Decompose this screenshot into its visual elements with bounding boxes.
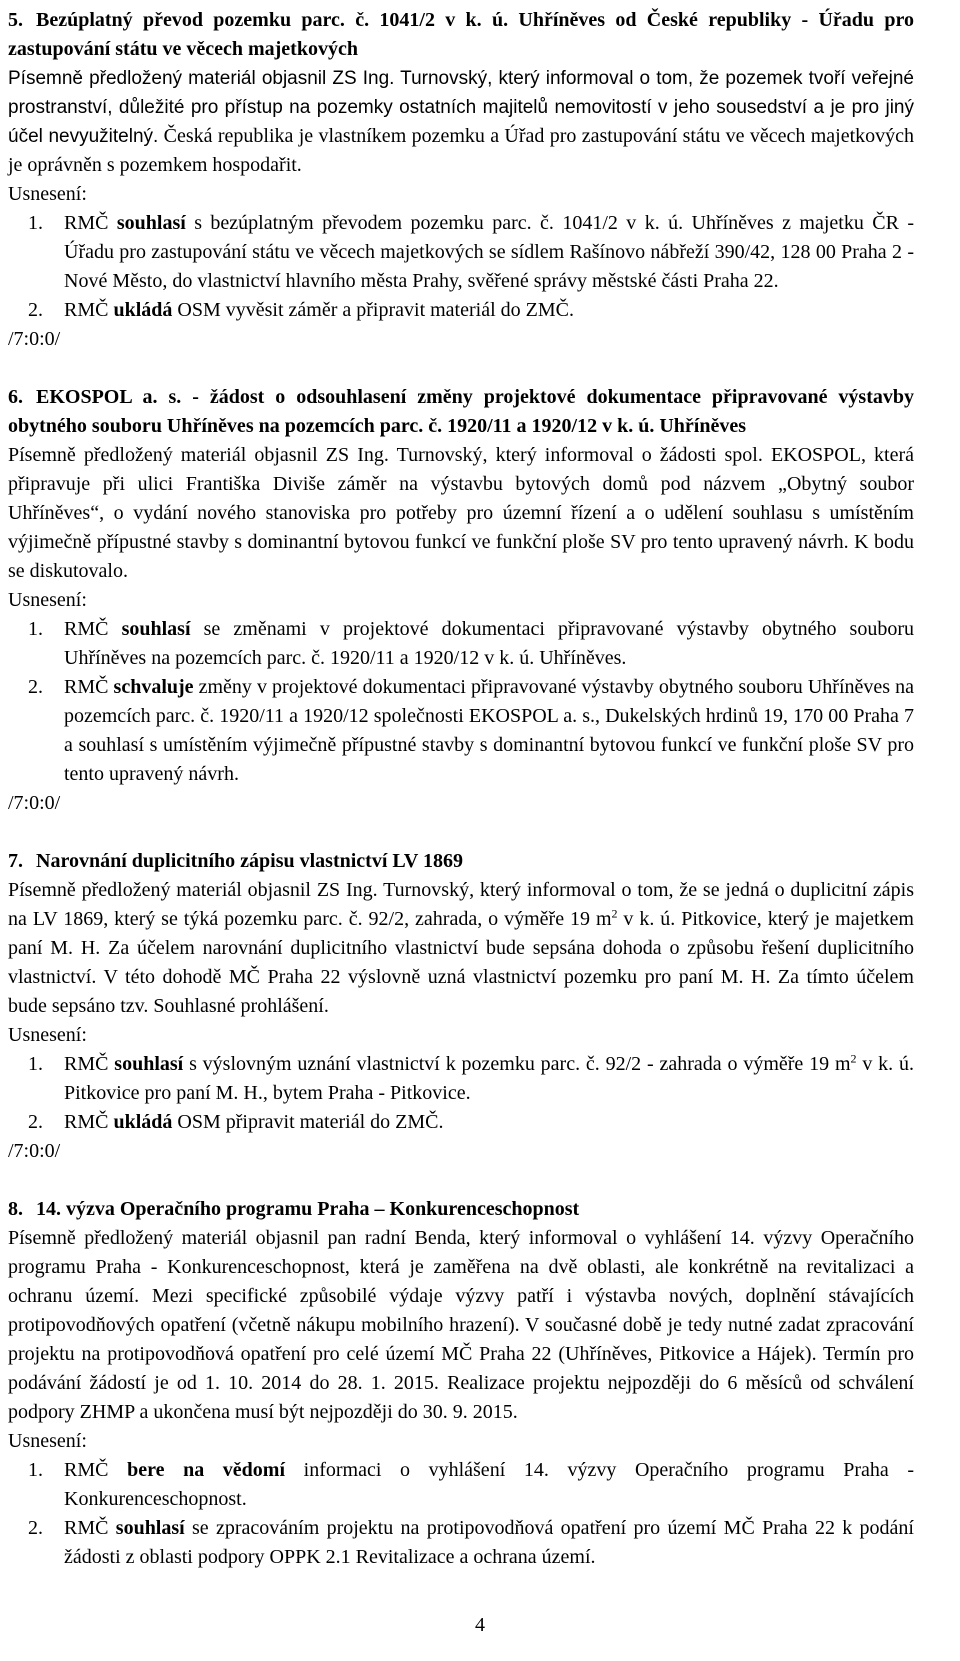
section-7-resolution-label: Usnesení: — [8, 1024, 87, 1046]
section-6-body: Písemně předložený materiál objasnil ZS Ing. Turnovský, který informoval o žádosti spol. EKOSPOL, která připravuje při ulici Františka Diviše záměr na výstavbu bytových domů pod názvem „Obytný soubor Uhříněves“, o vydání nového stanoviska pro potřeby pro územní řízení a o udělení souhlasu s umístěním výjimečně přípustné stavby s dominantní bytovou funkcí ve funkční ploše SV pro tento upravený návrh. K bodu se diskutovalo. — [8, 444, 914, 582]
section-5-title: Bezúplatný převod pozemku parc. č. 1041/2 v k. ú. Uhříněves od České republiky - Úřadu pro zastupování státu ve věcech majetkových — [8, 9, 914, 60]
list-item: 1. RMČ souhlasí s výslovným uznání vlastnictví k pozemku parc. č. 92/2 - zahrada o výměře 19 $m^2$ v k. ú. Pitkovice pro paní M. H., bytem Praha - Pitkovice. — [28, 1051, 915, 1104]
section-7-resolution-list — [8, 1050, 914, 1137]
section-5-heading: 5. Bezúplatný převod pozemku parc. č. 1041/2 v k. ú. Uhříněves od České republiky - Úřadu pro zastupování státu ve věcech majetkových — [8, 9, 914, 60]
section-7-title: Narovnání duplicitního zápisu vlastnictví LV 1869 — [36, 850, 463, 872]
section-8-body: Písemně předložený materiál objasnil pan radní Benda, který informoval o vyhlášení 14. výzvy Operačního programu Praha - Konkurenceschopnost, která je zaměřena na dvě oblasti, ale konkrétně na revitalizaci a ochranu území. Mezi specifické způsobilé výdaje výzvy patří i výstavba nových, doplnění stávajících protipovodňových opatření (včetně nákupu mobilního hrazení). V současné době je tedy nutné zadat zpracování projektu na protipovodňová opatření pro celé území MČ Praha 22 (Uhříněves, Pitkovice a Hájek). Termín pro podávání žádostí je od 1. 10. 2014 do 28. 1. 2015. Realizace projektu nejpozději do 6 měsíců od schválení podpory ZHMP a ukončena musí být nejpozději do 30. 9. 2015. — [8, 1227, 914, 1423]
section-5-body: Písemně předložený materiál objasnil ZS Ing. Turnovský, který informoval o tom, že pozemek tvoří veřejné prostranství, důležité pro přístup na pozemky ostatních majitelů nemovitostí v jeho sousedství a je pro jiný účel nevyužitelný. Česká republika je vlastníkem pozemku a Úřad pro zastupování státu ve věcech majetkových je oprávněn s pozemkem hospodařit. — [8, 68, 915, 176]
section-7-heading: 7. Narovnání duplicitního zápisu vlastnictví LV 1869 — [8, 850, 463, 872]
section-7-body: Písemně předložený materiál objasnil ZS Ing. Turnovský, který informoval o tom, že se jedná o duplicitní zápis na LV 1869, který se týká pozemku parc. č. 92/2, zahrada, o výměře 19 $m^2$ v k. ú. Pitkovice, který je majetkem paní M. H. Za účelem narovnání duplicitního vlastnictví bude sepsána dohoda o způsobu řešení duplicitního vlastnictví. V této dohodě MČ Praha 22 výslovně uzná vlastnictví pozemku pro paní M. H. Za tímto účelem bude sepsáno tzv. Souhlasné prohlášení. — [8, 879, 914, 1017]
section-8-title: 14. výzva Operačního programu Praha – Konkurenceschopnost — [36, 1198, 580, 1220]
list-item: 2. RMČ ukládá OSM připravit materiál do ZMČ. — [28, 1111, 444, 1133]
section-6-vote: /7:0:0/ — [8, 792, 61, 814]
list-item: 2. RMČ souhlasí se zpracováním projektu na protipovodňová opatření pro území MČ Praha 22 k podání žádosti z oblasti podpory OPPK 2.1 Revitalizace a ochrana území. — [28, 1517, 914, 1568]
section-5-resolution-list — [8, 209, 914, 325]
section-6-resolution-label: Usnesení: — [8, 589, 87, 611]
section-5-resolution-label: Usnesení: — [8, 183, 87, 205]
list-item: 1. RMČ souhlasí se změnami v projektové dokumentaci připravované výstavby obytného souboru Uhříněves na pozemcích parc. č. 1920/11 a 1920/12 v k. ú. Uhříněves. — [28, 618, 915, 669]
page-number: 4 — [475, 1614, 485, 1636]
section-5-vote: /7:0:0/ — [8, 328, 61, 350]
section-8-resolution-list — [8, 1456, 914, 1572]
section-6-title: EKOSPOL a. s. - žádost o odsouhlasení změny projektové dokumentace připravované výstavby obytného souboru Uhříněves na pozemcích parc. č. 1920/11 a 1920/12 v k. ú. Uhříněves — [8, 386, 914, 437]
list-item: 2. RMČ ukládá OSM vyvěsit záměr a připravit materiál do ZMČ. — [28, 299, 574, 321]
list-item: 2. RMČ schvaluje změny v projektové dokumentaci připravované výstavby obytného souboru Uhříněves na pozemcích parc. č. 1920/11 a 1920/12 společnosti EKOSPOL a. s., Dukelských hrdinů 19, 170 00 Praha 7 a souhlasí s umístěním výjimečně přípustné stavby s dominantní bytovou funkcí ve funkční ploše SV pro tento upravený návrh. — [28, 676, 914, 785]
section-6-resolution-list — [8, 615, 914, 789]
section-8-heading: 8. 14. výzva Operačního programu Praha – Konkurenceschopnost — [8, 1198, 580, 1220]
list-item: 1. RMČ souhlasí s bezúplatným převodem pozemku parc. č. 1041/2 v k. ú. Uhříněves z majetku ČR - Úřadu pro zastupování státu ve věcech majetkových se sídlem Rašínovo nábřeží 390/42, 128 00 Praha 2 - Nové Město, do vlastnictví hlavního města Prahy, svěřené správy městské části Praha 22. — [28, 212, 914, 292]
section-8-resolution-label: Usnesení: — [8, 1430, 87, 1452]
section-6-heading: 6. EKOSPOL a. s. - žádost o odsouhlasení změny projektové dokumentace připravované výstavby obytného souboru Uhříněves na pozemcích parc. č. 1920/11 a 1920/12 v k. ú. Uhříněves — [8, 386, 914, 437]
section-7-vote: /7:0:0/ — [8, 1140, 61, 1162]
list-item: 1. RMČ bere na vědomí informaci o vyhlášení 14. výzvy Operačního programu Praha - Konkurenceschopnost. — [28, 1459, 915, 1510]
